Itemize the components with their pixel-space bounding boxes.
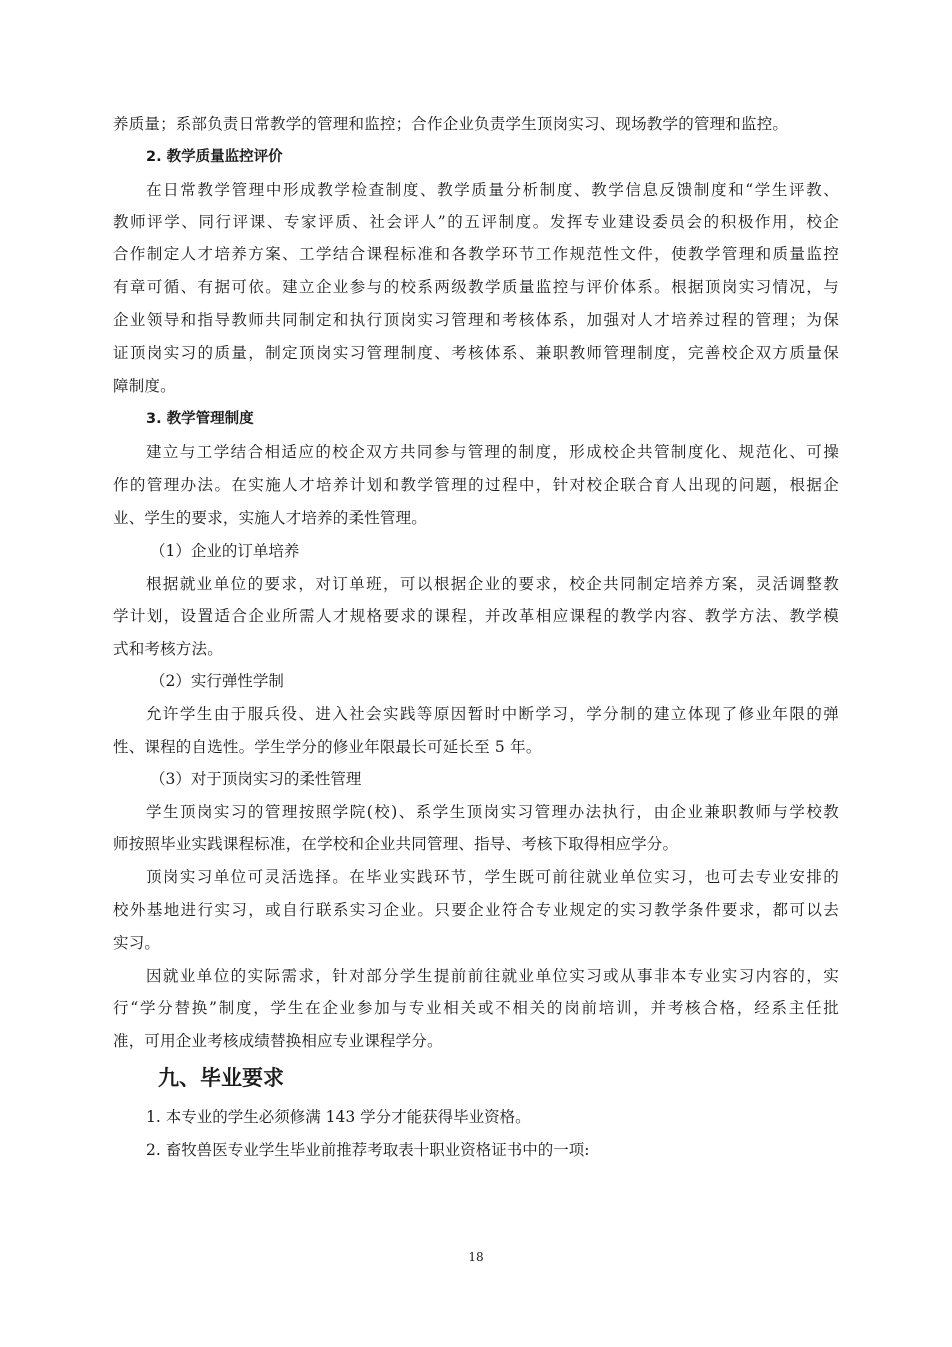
paragraph-line: 顶岗实习单位可灵活选择。在毕业实践环节，学生既可前往就业单位实习，也可去专业安排的	[146, 868, 839, 886]
paragraph-line: 性、课程的自选性。学生学分的修业年限最长可延长至 5 年。	[113, 738, 542, 756]
paragraph-line: 作的管理办法。在实施人才培养计划和教学管理的过程中，针对校企联合育人出现的问题，根据企	[113, 476, 839, 494]
list-subitem-internship-management: （3）对于顶岗实习的柔性管理	[150, 770, 362, 788]
page-number: 18	[468, 1250, 484, 1264]
paragraph-line: 根据就业单位的要求，对订单班，可以根据企业的要求，校企共同制定培养方案，灵活调整教	[146, 575, 839, 593]
list-subitem-flexible-system: （2）实行弹性学制	[150, 672, 284, 690]
paragraph-line: 合作制定人才培养方案、工学结合课程标准和各教学环节工作规范性文件，使教学管理和质量监控	[113, 245, 839, 263]
paragraph-line: 因就业单位的实际需求，针对部分学生提前前往就业单位实习或从事非本专业实习内容的，实	[146, 967, 839, 985]
paragraph-line: 实习。	[113, 934, 161, 952]
paragraph-line: 行“学分替换”制度，学生在企业参加与专业相关或不相关的岗前培训，并考核合格，经系主任批	[113, 999, 839, 1017]
section-title-graduation-requirements: 九、毕业要求	[158, 1066, 284, 1090]
subheading-quality-monitoring: 2. 教学质量监控评价	[146, 149, 283, 165]
paragraph-line: 式和考核方法。	[113, 640, 223, 658]
paragraph-line: 校外基地进行实习，或自行联系实习企业。只要企业符合专业规定的实习教学条件要求，都可以去	[113, 901, 839, 919]
paragraph-line: 证顶岗实习的质量，制定顶岗实习管理制度、考核体系、兼职教师管理制度，完善校企双方质量保	[113, 344, 839, 362]
paragraph-line: 在日常教学管理中形成教学检查制度、教学质量分析制度、教学信息反馈制度和“学生评教、	[146, 181, 839, 199]
paragraph-line: 业、学生的要求，实施人才培养的柔性管理。	[113, 509, 428, 527]
paragraph-line: 养质量；系部负责日常教学的管理和监控；合作企业负责学生顶岗实习、现场教学的管理和监控。	[113, 115, 789, 133]
paragraph-line: 企业领导和指导教师共同制定和执行顶岗实习管理和考核体系，加强对人才培养过程的管理；为保	[113, 311, 839, 329]
paragraph-line: 建立与工学结合相适应的校企双方共同参与管理的制度，形成校企共管制度化、规范化、可操	[146, 443, 839, 461]
requirement-item: 1. 本专业的学生必须修满 143 学分才能获得毕业资格。	[146, 1108, 531, 1126]
paragraph-line: 教师评学、同行评课、专家评质、社会评人”的五评制度。发挥专业建设委员会的积极作用，校企	[113, 213, 839, 231]
paragraph-line: 有章可循、有据可依。建立企业参与的校系两级教学质量监控与评价体系。根据顶岗实习情况，与	[113, 278, 839, 296]
paragraph-line: 学生顶岗实习的管理按照学院(校)、系学生顶岗实习管理办法执行，由企业兼职教师与学校教	[146, 803, 839, 821]
list-subitem-order-training: （1）企业的订单培养	[150, 542, 300, 560]
paragraph-line: 师按照毕业实践课程标准，在学校和企业共同管理、指导、考核下取得相应学分。	[113, 835, 679, 853]
paragraph-line: 障制度。	[113, 377, 176, 395]
subheading-teaching-management: 3. 教学管理制度	[146, 411, 254, 427]
paragraph-line: 学计划，设置适合企业所需人才规格要求的课程，并改革相应课程的教学内容、教学方法、教学模	[113, 607, 839, 625]
paragraph-line: 允许学生由于服兵役、进入社会实践等原因暂时中断学习，学分制的建立体现了修业年限的弹	[146, 705, 839, 723]
requirement-item: 2. 畜牧兽医专业学生毕业前推荐考取表十职业资格证书中的一项:	[146, 1141, 590, 1159]
paragraph-line: 准，可用企业考核成绩替换相应专业课程学分。	[113, 1032, 443, 1050]
